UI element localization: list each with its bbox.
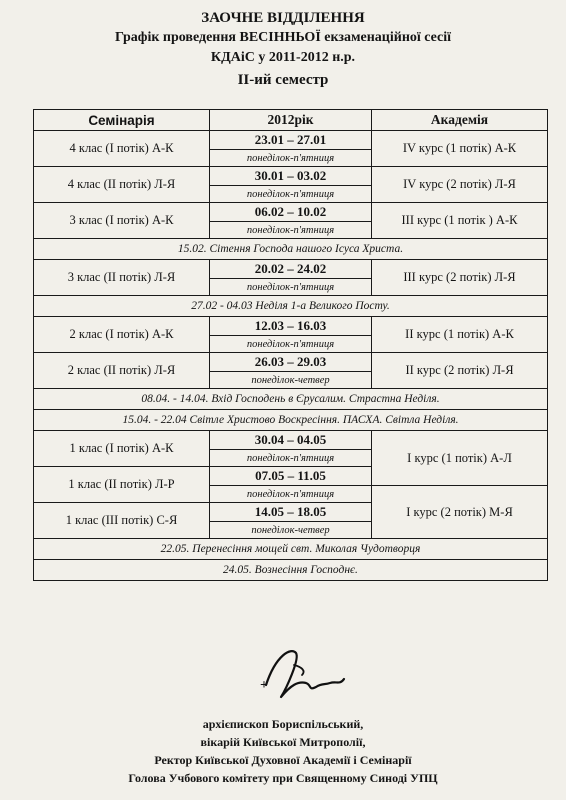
seminary-class: 4 клас (І потік) А-К [34, 131, 210, 167]
table-header-row [34, 110, 548, 131]
date-range: 23.01 – 27.01 [210, 131, 372, 150]
table-row [34, 317, 548, 336]
seminary-class: 1 клас (ІІ потік) Л-Р [34, 467, 210, 503]
date-range: 20.02 – 24.02 [210, 260, 372, 279]
holiday-note: 27.02 - 04.03 Неділя 1-а Великого Посту. [34, 296, 548, 317]
table-row [34, 167, 548, 186]
note-row [34, 560, 548, 581]
header-seminary: Семінарія [34, 110, 210, 131]
weekdays: понеділок-четвер [210, 372, 372, 389]
academy-course: ІІІ курс (1 потік ) А-К [372, 203, 548, 239]
cross-mark: + [260, 678, 268, 693]
holiday-note: 15.04. - 22.04 Світле Христово Воскресіння. ПАСХА. Світла Неділя. [34, 410, 548, 431]
department-title: ЗАОЧНЕ ВІДДІЛЕННЯ [201, 10, 365, 26]
table-row [34, 260, 548, 279]
note-row [34, 410, 548, 431]
table-row [34, 431, 548, 450]
date-range: 12.03 – 16.03 [210, 317, 372, 336]
weekdays: понеділок-п'ятниця [210, 186, 372, 203]
table-row [34, 131, 548, 150]
header-academy: Академія [372, 110, 548, 131]
seminary-class: 4 клас (ІІ потік) Л-Я [34, 167, 210, 203]
exam-schedule-table [33, 109, 548, 581]
academy-course: ІІ курс (2 потік) Л-Я [372, 353, 548, 389]
holiday-note: 24.05. Вознесіння Господнє. [34, 560, 548, 581]
weekdays: понеділок-п'ятниця [210, 222, 372, 239]
signatory-title: Ректор Київської Духовної Академії і Семінарії [154, 753, 412, 767]
table-row [34, 353, 548, 372]
signatory-title: архієпископ Бориспільський, [202, 717, 364, 731]
academy-course: І курс (2 потік) М-Я [372, 486, 548, 539]
weekdays: понеділок-п'ятниця [210, 486, 372, 503]
date-range: 26.03 – 29.03 [210, 353, 372, 372]
seminary-class: 3 клас (ІІ потік) Л-Я [34, 260, 210, 296]
weekdays: понеділок-п'ятниця [210, 336, 372, 353]
academy-course: IV курс (1 потік) А-К [372, 131, 548, 167]
weekdays: понеділок-п'ятниця [210, 150, 372, 167]
seminary-class: 1 клас (ІІІ потік) С-Я [34, 503, 210, 539]
note-row [34, 296, 548, 317]
date-range: 14.05 – 18.05 [210, 503, 372, 522]
table-row [34, 203, 548, 222]
academy-course: IV курс (2 потік) Л-Я [372, 167, 548, 203]
academy-course: ІІ курс (1 потік) А-К [372, 317, 548, 353]
header-year: 2012рік [210, 110, 372, 131]
date-range: 30.04 – 04.05 [210, 431, 372, 450]
note-row [34, 539, 548, 560]
seminary-class: 3 клас (І потік) А-К [34, 203, 210, 239]
holiday-note: 08.04. - 14.04. Вхід Господень в Єрусалим. Страстна Неділя. [34, 389, 548, 410]
schedule-title: Графік проведення ВЕСІННЬОЇ екзаменаційної сесії [114, 30, 452, 45]
handwritten-signature [236, 645, 356, 705]
signatory-title: вікарій Київської Митрополії, [200, 735, 366, 749]
seminary-class: 2 клас (ІІ потік) Л-Я [34, 353, 210, 389]
weekdays: понеділок-четвер [210, 522, 372, 539]
date-range: 07.05 – 11.05 [210, 467, 372, 486]
holiday-note: 22.05. Перенесіння мощей свт. Миколая Чудотворця [34, 539, 548, 560]
academic-year: КДАіС у 2011-2012 н.р. [210, 50, 356, 65]
weekdays: понеділок-п'ятниця [210, 450, 372, 467]
note-row [34, 389, 548, 410]
weekdays: понеділок-п'ятниця [210, 279, 372, 296]
semester: ІІ-ий семестр [237, 72, 329, 88]
date-range: 30.01 – 03.02 [210, 167, 372, 186]
holiday-note: 15.02. Сітення Господа нашого Ісуса Христа. [34, 239, 548, 260]
academy-course: ІІІ курс (2 потік) Л-Я [372, 260, 548, 296]
note-row [34, 239, 548, 260]
signatory-title: Голова Учбового комітету при Священному Синоді УПЦ [128, 771, 438, 785]
academy-course: І курс (1 потік) А-Л [372, 431, 548, 486]
seminary-class: 2 клас (І потік) А-К [34, 317, 210, 353]
date-range: 06.02 – 10.02 [210, 203, 372, 222]
seminary-class: 1 клас (І потік) А-К [34, 431, 210, 467]
